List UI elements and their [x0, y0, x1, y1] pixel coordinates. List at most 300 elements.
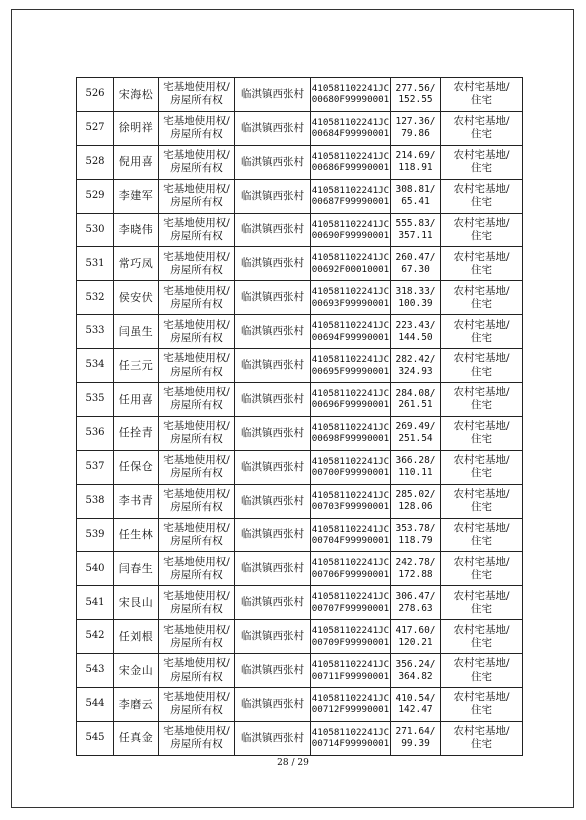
row-number-cell	[77, 552, 114, 586]
row-number-cell	[77, 179, 114, 213]
unit-code-text: 00714F99990001	[311, 738, 390, 750]
owner-name-cell	[114, 383, 159, 417]
row-number-text: 536	[85, 427, 105, 439]
owner-name-text: 任真金	[118, 731, 154, 745]
area-text: 144.50	[398, 331, 433, 343]
owner-name-text: 任保仓	[118, 460, 154, 474]
unit-code-text: 00712F99990001	[311, 704, 390, 716]
unit-code-cell	[311, 111, 391, 145]
right-type-text: 房屋所有权	[170, 94, 223, 107]
area-cell	[391, 179, 441, 213]
right-type-text: 宅基地使用权/	[163, 149, 230, 162]
location-cell	[235, 383, 311, 417]
unit-code-text: 410581102241JC	[311, 591, 390, 603]
right-type-cell	[159, 654, 235, 688]
right-type-text: 房屋所有权	[170, 704, 223, 717]
unit-code-cell	[311, 620, 391, 654]
land-use-text: 农村宅基地/	[453, 352, 510, 365]
unit-code-cell	[311, 518, 391, 552]
right-type-cell	[159, 179, 235, 213]
land-use-text: 住宅	[471, 399, 492, 412]
area-text: 366.28/	[395, 455, 436, 467]
right-type-text: 房屋所有权	[170, 331, 223, 344]
right-type-text: 宅基地使用权/	[163, 115, 230, 128]
area-text: 142.47	[398, 704, 433, 716]
location-cell	[235, 349, 311, 383]
land-use-text: 农村宅基地/	[453, 149, 510, 162]
area-cell	[391, 213, 441, 247]
land-use-cell	[441, 416, 523, 450]
location-text: 临淇镇西张村	[241, 87, 304, 100]
area-text: 282.42/	[395, 353, 436, 365]
land-use-text: 住宅	[471, 331, 492, 344]
right-type-cell	[159, 349, 235, 383]
row-number-text: 542	[85, 630, 105, 642]
land-use-text: 住宅	[471, 501, 492, 514]
row-number-text: 529	[85, 189, 105, 201]
location-text: 临淇镇西张村	[241, 121, 304, 134]
right-type-text: 房屋所有权	[170, 297, 223, 310]
unit-code-text: 00706F99990001	[311, 568, 390, 580]
unit-code-text: 410581102241JC	[311, 455, 390, 467]
table-row	[77, 145, 523, 179]
unit-code-text: 00698F99990001	[311, 433, 390, 445]
area-text: 261.51	[398, 399, 433, 411]
area-cell	[391, 586, 441, 620]
right-type-cell	[159, 416, 235, 450]
table-row	[77, 586, 523, 620]
area-cell	[391, 688, 441, 722]
location-cell	[235, 247, 311, 281]
owner-name-cell	[114, 111, 159, 145]
right-type-text: 房屋所有权	[170, 128, 223, 141]
right-type-text: 宅基地使用权/	[163, 555, 230, 568]
land-use-text: 住宅	[471, 162, 492, 175]
row-number-cell	[77, 586, 114, 620]
location-cell	[235, 518, 311, 552]
unit-code-cell	[311, 721, 391, 755]
right-type-text: 宅基地使用权/	[163, 657, 230, 670]
area-text: 353.78/	[395, 523, 436, 535]
location-cell	[235, 620, 311, 654]
location-text: 临淇镇西张村	[241, 460, 304, 473]
area-text: 357.11	[398, 230, 433, 241]
location-cell	[235, 721, 311, 755]
land-use-text: 农村宅基地/	[453, 318, 510, 331]
unit-code-text: 410581102241JC	[311, 184, 390, 196]
owner-name-text: 闫春生	[118, 562, 154, 576]
owner-name-text: 李建军	[118, 189, 154, 203]
location-text: 临淇镇西张村	[241, 325, 304, 338]
unit-code-text: 410581102241JC	[311, 150, 390, 162]
unit-code-text: 00686F99990001	[311, 162, 390, 174]
right-type-text: 宅基地使用权/	[163, 352, 230, 365]
row-number-text: 545	[85, 732, 105, 744]
land-use-cell	[441, 281, 523, 315]
right-type-text: 宅基地使用权/	[163, 725, 230, 738]
owner-name-text: 李磨云	[118, 697, 154, 711]
area-cell	[391, 450, 441, 484]
unit-code-text: 00687F99990001	[311, 196, 390, 208]
unit-code-text: 410581102241JC	[311, 320, 390, 332]
unit-code-text: 410581102241JC	[311, 286, 390, 298]
area-text: 99.39	[401, 738, 430, 750]
right-type-text: 宅基地使用权/	[163, 454, 230, 467]
right-type-text: 宅基地使用权/	[163, 589, 230, 602]
right-type-text: 房屋所有权	[170, 602, 223, 615]
right-type-text: 宅基地使用权/	[163, 182, 230, 195]
unit-code-text: 00693F99990001	[311, 297, 390, 309]
table-row	[77, 179, 523, 213]
area-text: 127.36/	[395, 116, 436, 128]
right-type-cell	[159, 484, 235, 518]
unit-code-cell	[311, 586, 391, 620]
right-type-text: 房屋所有权	[170, 263, 223, 276]
unit-code-text: 410581102241JC	[311, 82, 390, 94]
right-type-cell	[159, 281, 235, 315]
owner-name-text: 任用喜	[118, 392, 154, 406]
land-use-text: 住宅	[471, 636, 492, 649]
right-type-text: 宅基地使用权/	[163, 318, 230, 331]
table-row	[77, 552, 523, 586]
location-text: 临淇镇西张村	[241, 697, 304, 710]
unit-code-cell	[311, 179, 391, 213]
unit-code-cell	[311, 349, 391, 383]
area-text: 110.11	[398, 467, 433, 479]
unit-code-text: 00695F99990001	[311, 365, 390, 377]
right-type-text: 房屋所有权	[170, 467, 223, 480]
area-text: 79.86	[401, 128, 430, 140]
area-cell	[391, 383, 441, 417]
land-use-cell	[441, 484, 523, 518]
right-type-cell	[159, 620, 235, 654]
row-number-cell	[77, 654, 114, 688]
table-row	[77, 518, 523, 552]
area-text: 356.24/	[395, 658, 436, 670]
right-type-text: 房屋所有权	[170, 568, 223, 581]
unit-code-cell	[311, 484, 391, 518]
area-cell	[391, 145, 441, 179]
owner-name-cell	[114, 620, 159, 654]
right-type-cell	[159, 111, 235, 145]
owner-name-text: 任刘根	[118, 629, 154, 643]
land-use-text: 住宅	[471, 263, 492, 276]
location-cell	[235, 315, 311, 349]
area-text: 214.69/	[395, 150, 436, 162]
right-type-text: 房屋所有权	[170, 535, 223, 548]
land-use-text: 住宅	[471, 704, 492, 717]
unit-code-text: 00692F00010001	[311, 263, 390, 275]
location-cell	[235, 450, 311, 484]
location-text: 临淇镇西张村	[241, 664, 304, 677]
area-text: 555.83/	[395, 218, 436, 230]
land-use-text: 住宅	[471, 433, 492, 446]
table-row	[77, 349, 523, 383]
area-text: 251.54	[398, 433, 433, 445]
table-row	[77, 620, 523, 654]
location-text: 临淇镇西张村	[241, 257, 304, 270]
land-use-cell	[441, 688, 523, 722]
area-cell	[391, 654, 441, 688]
right-type-cell	[159, 315, 235, 349]
row-number-text: 532	[85, 291, 105, 303]
right-type-text: 宅基地使用权/	[163, 623, 230, 636]
location-text: 临淇镇西张村	[241, 596, 304, 609]
unit-code-text: 00707F99990001	[311, 602, 390, 614]
land-use-text: 农村宅基地/	[453, 284, 510, 297]
unit-code-text: 410581102241JC	[311, 116, 390, 128]
property-rights-table	[76, 77, 523, 756]
row-number-text: 535	[85, 393, 105, 405]
right-type-cell	[159, 518, 235, 552]
row-number-cell	[77, 416, 114, 450]
land-use-text: 农村宅基地/	[453, 623, 510, 636]
area-cell	[391, 78, 441, 112]
land-use-text: 住宅	[471, 94, 492, 107]
right-type-cell	[159, 450, 235, 484]
location-text: 临淇镇西张村	[241, 392, 304, 405]
area-cell	[391, 247, 441, 281]
unit-code-text: 410581102241JC	[311, 692, 390, 704]
land-use-text: 农村宅基地/	[453, 182, 510, 195]
table-row	[77, 111, 523, 145]
area-text: 152.55	[398, 94, 433, 106]
row-number-cell	[77, 450, 114, 484]
owner-name-text: 任三元	[118, 358, 154, 372]
land-use-text: 住宅	[471, 128, 492, 141]
area-text: 306.47/	[395, 590, 436, 602]
land-use-text: 农村宅基地/	[453, 454, 510, 467]
land-use-text: 农村宅基地/	[453, 250, 510, 263]
unit-code-text: 410581102241JC	[311, 726, 390, 738]
right-type-text: 宅基地使用权/	[163, 216, 230, 229]
owner-name-text: 宋金山	[118, 663, 154, 677]
location-text: 临淇镇西张村	[241, 426, 304, 439]
unit-code-text: 410581102241JC	[311, 557, 390, 569]
right-type-cell	[159, 145, 235, 179]
unit-code-text: 410581102241JC	[311, 387, 390, 399]
table-row	[77, 484, 523, 518]
row-number-text: 538	[85, 494, 105, 506]
land-use-text: 农村宅基地/	[453, 589, 510, 602]
row-number-cell	[77, 247, 114, 281]
row-number-text: 540	[85, 562, 105, 574]
location-cell	[235, 688, 311, 722]
row-number-cell	[77, 721, 114, 755]
unit-code-cell	[311, 416, 391, 450]
area-text: 269.49/	[395, 421, 436, 433]
area-cell	[391, 518, 441, 552]
location-text: 临淇镇西张村	[241, 562, 304, 575]
area-text: 172.88	[398, 568, 433, 580]
unit-code-text: 410581102241JC	[311, 218, 390, 230]
area-text: 118.91	[398, 162, 433, 174]
owner-name-cell	[114, 552, 159, 586]
area-text: 318.33/	[395, 285, 436, 297]
right-type-text: 房屋所有权	[170, 162, 223, 175]
area-text: 417.60/	[395, 624, 436, 636]
area-text: 223.43/	[395, 319, 436, 331]
land-use-cell	[441, 349, 523, 383]
location-cell	[235, 145, 311, 179]
location-cell	[235, 416, 311, 450]
location-text: 临淇镇西张村	[241, 630, 304, 643]
land-use-text: 农村宅基地/	[453, 521, 510, 534]
owner-name-cell	[114, 349, 159, 383]
unit-code-cell	[311, 78, 391, 112]
unit-code-cell	[311, 654, 391, 688]
right-type-text: 宅基地使用权/	[163, 250, 230, 263]
area-cell	[391, 315, 441, 349]
land-use-text: 农村宅基地/	[453, 657, 510, 670]
location-cell	[235, 179, 311, 213]
unit-code-cell	[311, 450, 391, 484]
right-type-text: 宅基地使用权/	[163, 386, 230, 399]
row-number-text: 541	[85, 596, 105, 608]
right-type-cell	[159, 383, 235, 417]
land-use-text: 住宅	[471, 535, 492, 548]
table-row	[77, 78, 523, 112]
land-use-cell	[441, 654, 523, 688]
area-cell	[391, 111, 441, 145]
table-row	[77, 688, 523, 722]
area-text: 120.21	[398, 636, 433, 648]
owner-name-cell	[114, 484, 159, 518]
row-number-text: 534	[85, 359, 105, 371]
land-use-cell	[441, 247, 523, 281]
area-text: 410.54/	[395, 692, 436, 704]
owner-name-text: 宋艮山	[118, 595, 154, 609]
location-cell	[235, 552, 311, 586]
owner-name-text: 任拴青	[118, 426, 154, 440]
land-use-text: 农村宅基地/	[453, 81, 510, 94]
land-use-text: 住宅	[471, 738, 492, 751]
row-number-cell	[77, 383, 114, 417]
land-use-text: 住宅	[471, 297, 492, 310]
row-number-text: 528	[85, 155, 105, 167]
right-type-cell	[159, 78, 235, 112]
unit-code-text: 00680F99990001	[311, 94, 390, 106]
location-cell	[235, 586, 311, 620]
row-number-text: 544	[85, 698, 105, 710]
table-row	[77, 383, 523, 417]
owner-name-cell	[114, 145, 159, 179]
land-use-cell	[441, 586, 523, 620]
location-text: 临淇镇西张村	[241, 494, 304, 507]
area-cell	[391, 620, 441, 654]
location-text: 临淇镇西张村	[241, 189, 304, 202]
land-use-text: 农村宅基地/	[453, 555, 510, 568]
area-text: 324.93	[398, 365, 433, 377]
unit-code-cell	[311, 247, 391, 281]
owner-name-text: 李晓伟	[118, 223, 154, 237]
table-row	[77, 416, 523, 450]
table-row	[77, 315, 523, 349]
unit-code-text: 410581102241JC	[311, 625, 390, 637]
row-number-text: 543	[85, 664, 105, 676]
owner-name-cell	[114, 586, 159, 620]
right-type-cell	[159, 586, 235, 620]
unit-code-text: 00694F99990001	[311, 331, 390, 343]
land-use-text: 住宅	[471, 196, 492, 209]
land-use-text: 农村宅基地/	[453, 115, 510, 128]
land-use-text: 农村宅基地/	[453, 386, 510, 399]
row-number-text: 533	[85, 325, 105, 337]
location-cell	[235, 654, 311, 688]
right-type-text: 房屋所有权	[170, 670, 223, 683]
unit-code-text: 410581102241JC	[311, 659, 390, 671]
right-type-text: 房屋所有权	[170, 196, 223, 209]
right-type-cell	[159, 247, 235, 281]
owner-name-cell	[114, 78, 159, 112]
row-number-text: 537	[85, 460, 105, 472]
land-use-text: 农村宅基地/	[453, 216, 510, 229]
right-type-cell	[159, 552, 235, 586]
land-use-cell	[441, 315, 523, 349]
unit-code-cell	[311, 145, 391, 179]
unit-code-text: 410581102241JC	[311, 354, 390, 366]
location-text: 临淇镇西张村	[241, 155, 304, 168]
right-type-text: 房屋所有权	[170, 738, 223, 751]
owner-name-text: 侯安伏	[118, 290, 154, 304]
row-number-cell	[77, 688, 114, 722]
row-number-cell	[77, 484, 114, 518]
unit-code-cell	[311, 281, 391, 315]
unit-code-text: 00711F99990001	[311, 670, 390, 682]
owner-name-text: 李书青	[118, 494, 154, 508]
table-row	[77, 213, 523, 247]
unit-code-text: 00696F99990001	[311, 399, 390, 411]
unit-code-cell	[311, 552, 391, 586]
area-text: 285.02/	[395, 489, 436, 501]
row-number-cell	[77, 349, 114, 383]
area-text: 242.78/	[395, 557, 436, 569]
land-use-text: 住宅	[471, 670, 492, 683]
row-number-text: 526	[85, 88, 105, 100]
land-use-cell	[441, 552, 523, 586]
unit-code-cell	[311, 315, 391, 349]
area-text: 100.39	[398, 297, 433, 309]
row-number-text: 531	[85, 257, 105, 269]
page-number: 28 / 29	[277, 758, 309, 768]
right-type-text: 房屋所有权	[170, 365, 223, 378]
area-cell	[391, 552, 441, 586]
area-text: 118.79	[398, 535, 433, 547]
land-use-text: 农村宅基地/	[453, 691, 510, 704]
row-number-cell	[77, 281, 114, 315]
land-use-text: 住宅	[471, 602, 492, 615]
owner-name-cell	[114, 688, 159, 722]
right-type-text: 宅基地使用权/	[163, 521, 230, 534]
area-cell	[391, 349, 441, 383]
unit-code-text: 00709F99990001	[311, 636, 390, 648]
right-type-cell	[159, 688, 235, 722]
table-row	[77, 721, 523, 755]
area-cell	[391, 281, 441, 315]
land-use-text: 农村宅基地/	[453, 725, 510, 738]
owner-name-cell	[114, 721, 159, 755]
area-text: 277.56/	[395, 82, 436, 94]
row-number-cell	[77, 111, 114, 145]
area-text: 260.47/	[395, 252, 436, 264]
owner-name-text: 倪用喜	[118, 155, 154, 169]
right-type-text: 宅基地使用权/	[163, 691, 230, 704]
location-cell	[235, 111, 311, 145]
right-type-text: 房屋所有权	[170, 636, 223, 649]
land-use-cell	[441, 383, 523, 417]
owner-name-cell	[114, 315, 159, 349]
right-type-text: 宅基地使用权/	[163, 488, 230, 500]
